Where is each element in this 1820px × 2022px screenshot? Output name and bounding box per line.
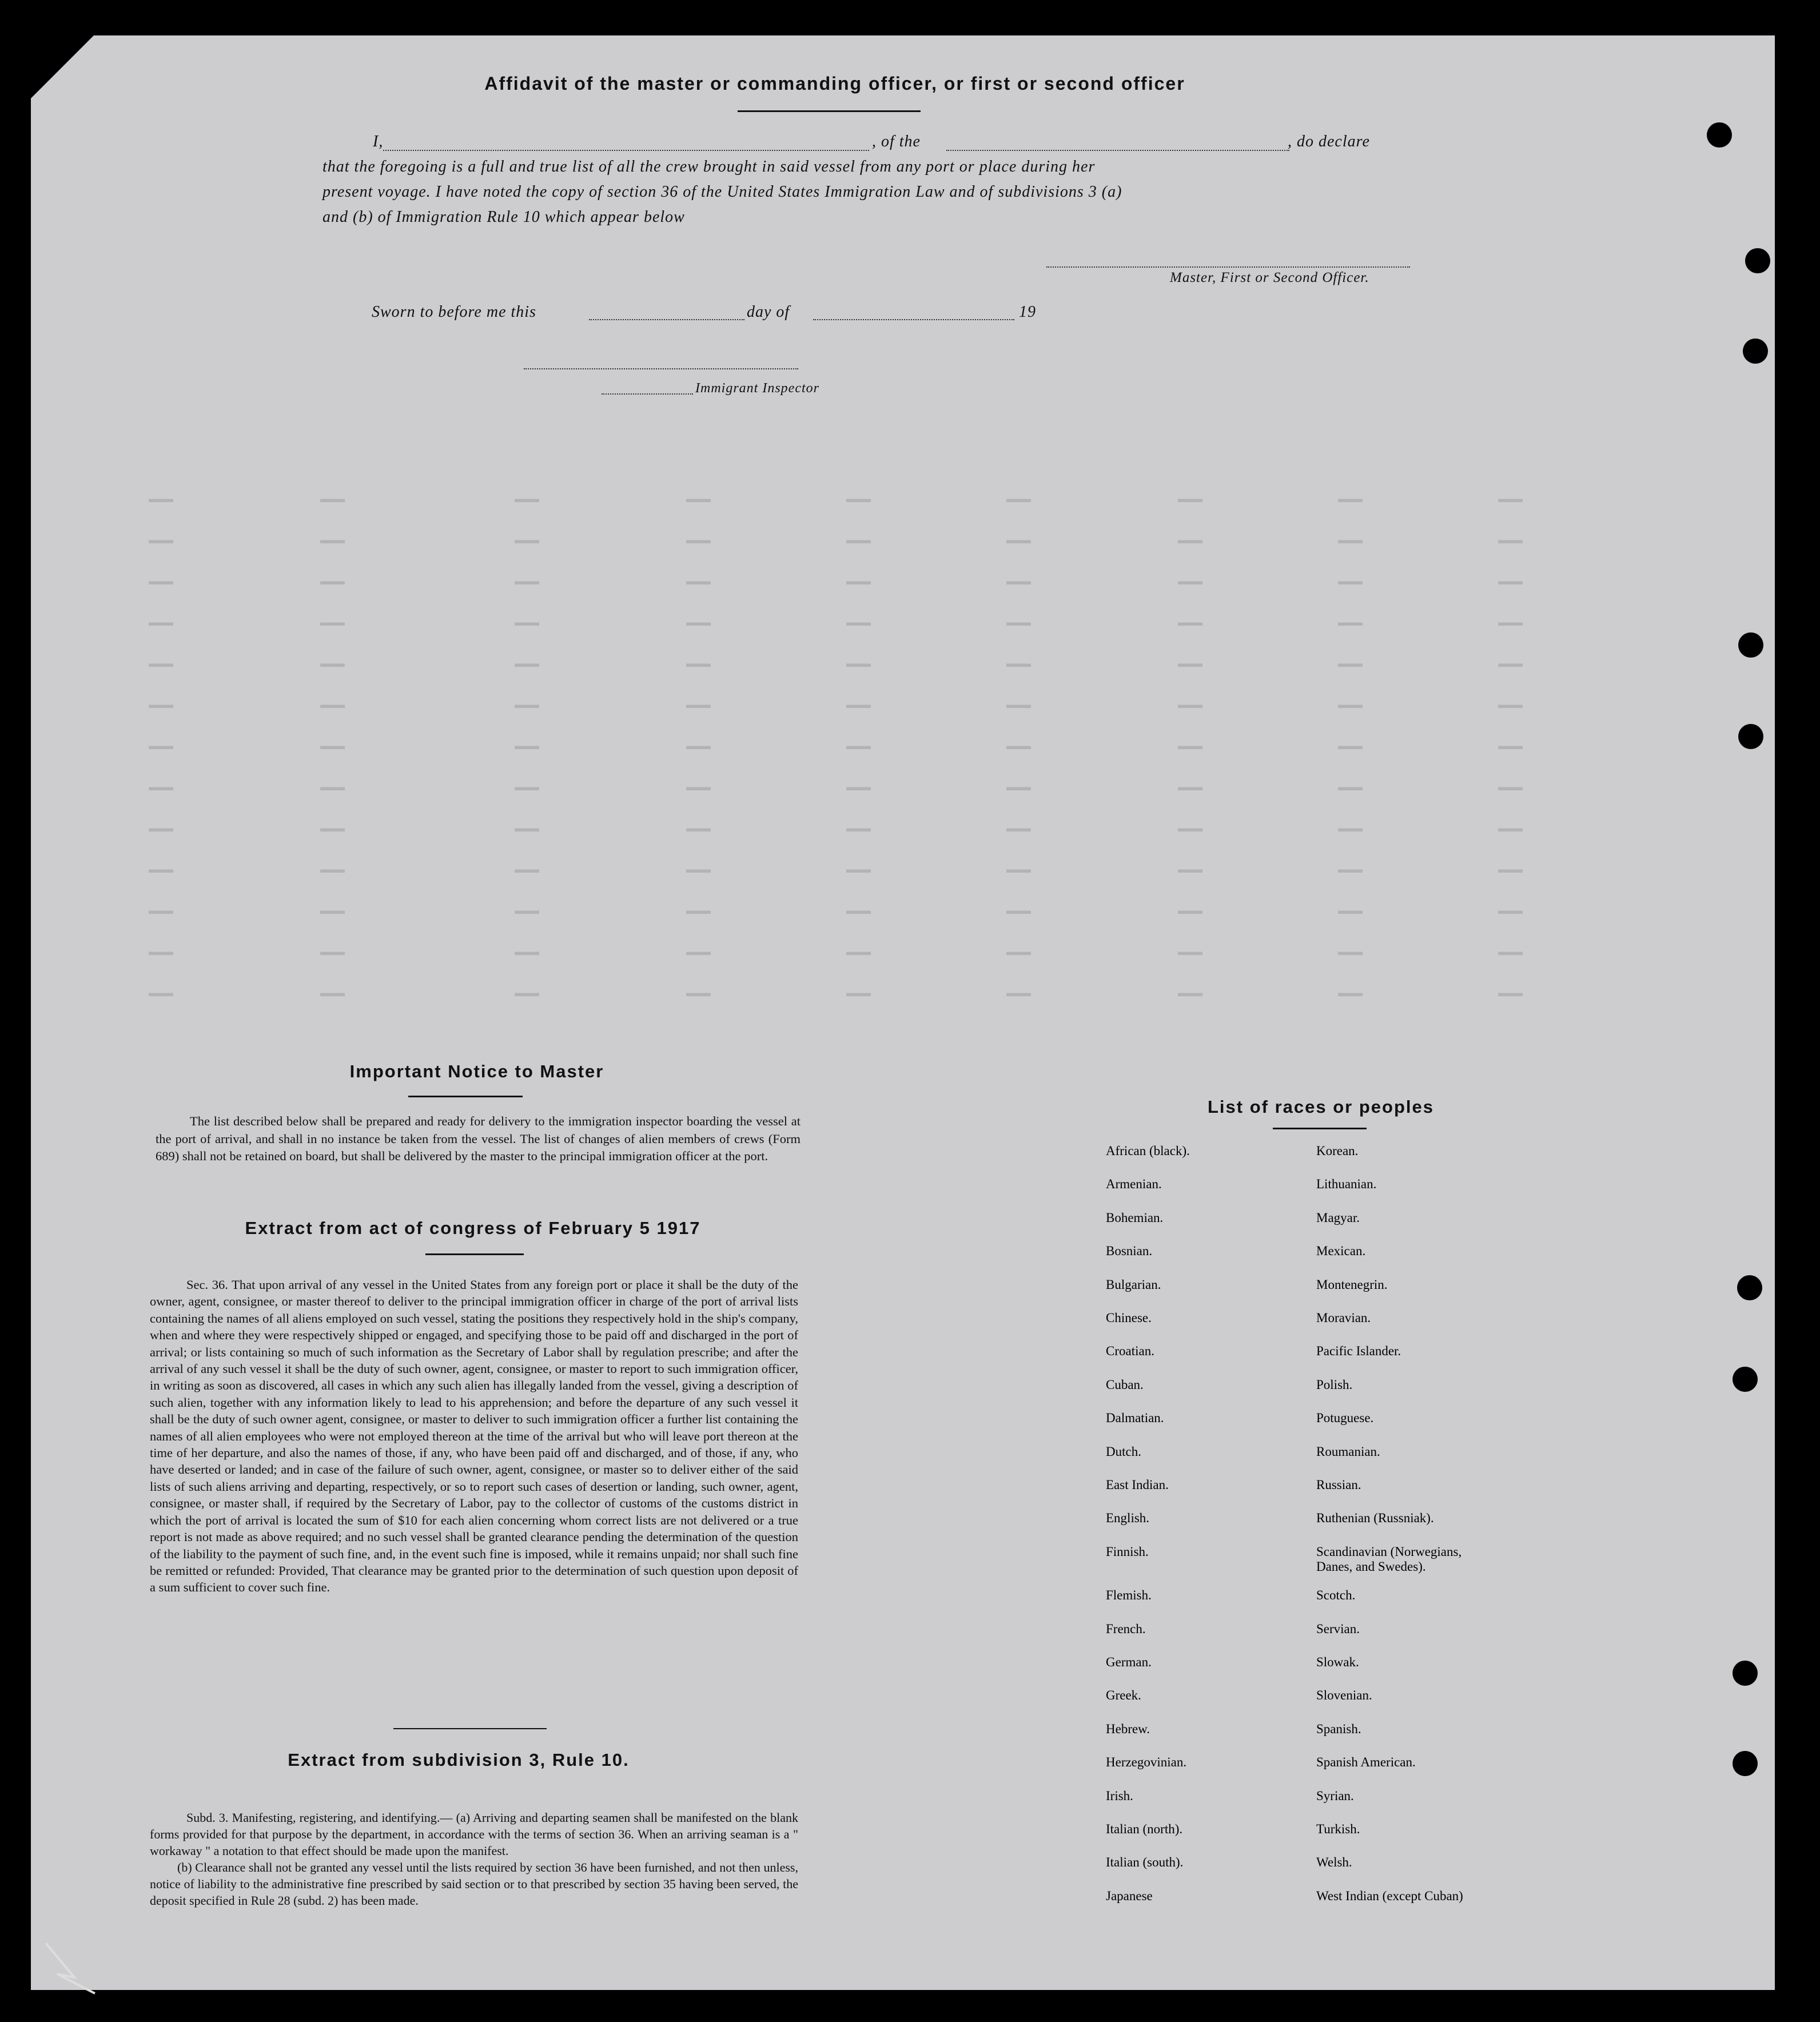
- ghost-mark: ▬▬▬: [149, 533, 174, 548]
- ghost-mark: ▬▬▬: [1498, 739, 1523, 754]
- race-item: Pacific Islander.: [1316, 1344, 1401, 1359]
- ghost-mark: ▬▬▬: [686, 533, 711, 548]
- sworn-month-blank: [813, 319, 1014, 320]
- ghost-mark: ▬▬▬: [1006, 533, 1032, 548]
- race-item: German.: [1106, 1655, 1152, 1669]
- vessel-blank: [946, 150, 1289, 151]
- race-item: Russian.: [1316, 1478, 1361, 1492]
- race-item: French.: [1106, 1621, 1146, 1636]
- ghost-mark: ▬▬▬: [686, 492, 711, 507]
- ghost-mark: ▬▬▬: [149, 780, 174, 795]
- ghost-mark: ▬▬▬: [1006, 739, 1032, 754]
- ghost-mark: ▬▬▬: [1178, 986, 1203, 1001]
- ghost-mark: ▬▬▬: [1006, 698, 1032, 713]
- year-text: 19: [1019, 303, 1036, 321]
- ghost-mark: ▬▬▬: [1498, 656, 1523, 672]
- ghost-mark: ▬▬▬: [515, 821, 540, 837]
- ghost-mark: ▬▬▬: [149, 656, 174, 672]
- ghost-mark: ▬▬▬: [149, 615, 174, 631]
- ghost-mark: ▬▬▬: [1498, 945, 1523, 960]
- notice-title: Important Notice to Master: [349, 1061, 604, 1081]
- ghost-mark: ▬▬▬: [1006, 574, 1032, 590]
- ghost-mark: ▬▬▬: [149, 698, 174, 713]
- race-item: Chinese.: [1106, 1311, 1152, 1325]
- ghost-mark: ▬▬▬: [1498, 986, 1523, 1001]
- ghost-mark: ▬▬▬: [1338, 862, 1363, 878]
- punch-hole: [1733, 1367, 1758, 1392]
- race-item: Dalmatian.: [1106, 1411, 1164, 1426]
- day-of-text: day of: [747, 303, 790, 321]
- ghost-mark: ▬▬▬: [1178, 615, 1203, 631]
- ghost-mark: ▬▬▬: [846, 615, 871, 631]
- ghost-mark: ▬▬▬: [686, 698, 711, 713]
- ghost-mark: ▬▬▬: [1498, 862, 1523, 878]
- inspector-line-lower: [602, 393, 693, 395]
- race-item: English.: [1106, 1511, 1150, 1526]
- race-item: East Indian.: [1106, 1478, 1169, 1492]
- ghost-mark: ▬▬▬: [320, 656, 345, 672]
- ghost-mark: ▬▬▬: [320, 698, 345, 713]
- ghost-mark: ▬▬▬: [320, 945, 345, 960]
- act-text: Sec. 36. That upon arrival of any vessel in the United States from any foreign port or place it shall be the duty of the owner, agent, consignee, or master thereof to deliver to the principal immigration officer in charge of the port of arrival lists containing the names of all aliens employed on such vessel, stating the positions they respectively hold in the ship's company, when and where they were respectively shipped or engaged, and specifying those to be paid off and discharged in the port of arrival; or lists containing so much of such information as the Secretary of Labor shall by regulation prescribe; and after the arrival of any such vessel it shall be the duty of such owner, agent, consignee, or master to report to such immigration officer, in writing as soon as discovered, all cases in which any such alien has illegally landed from the vessel, giving a description of such alien, together with any information likely to lead to his apprehension; and before the departure of any such vessel it shall be the duty of such owner agent, consignee, or master to deliver to such immigration officer a further list containing the names of all alien employees who were not employed thereon at the time of the arrival but who will leave port thereon at the time of her departure, and also the names of those, if any, who have been paid off and discharged, and of those, if any, who have deserted or landed; and in case of the failure of such owner, agent, consignee, or master so to deliver either of the said lists of such aliens arriving and departing, respectively, or so to report such cases of desertion or landing, such owner, agent, consignee, or master shall, if required by the Secretary of Labor, pay to the collector of customs of the customs district in which the port of arrival is located the sum of $10 for each alien concerning whom correct lists are not delivered or a true report is not made as above required; and no such vessel shall be granted clearance pending the determination of the question of the liability to the payment of such fine, and, in the event such fine is imposed, while it remains unpaid; nor shall such fine be remitted or refunded: Provided, That clearance may be granted prior to the determination of such question upon deposit of a sum sufficient to cover such fine.: [150, 1277, 798, 1595]
- ghost-mark: ▬▬▬: [1006, 615, 1032, 631]
- ghost-mark: ▬▬▬: [320, 821, 345, 837]
- punch-hole: [1745, 248, 1770, 273]
- document-page: [31, 35, 1775, 1990]
- ghost-mark: ▬▬▬: [846, 574, 871, 590]
- ghost-mark: ▬▬▬: [1498, 533, 1523, 548]
- master-caption: Master, First or Second Officer.: [1170, 270, 1369, 285]
- ghost-mark: ▬▬▬: [846, 656, 871, 672]
- race-item: Greek.: [1106, 1688, 1141, 1703]
- master-signature-line: [1046, 266, 1410, 268]
- ghost-mark: ▬▬▬: [149, 903, 174, 919]
- affidavit-line1-of-the: , of the: [872, 133, 921, 150]
- race-item: Magyar.: [1316, 1210, 1360, 1225]
- race-item: Bohemian.: [1106, 1210, 1164, 1225]
- ghost-mark: ▬▬▬: [1338, 780, 1363, 795]
- ghost-mark: ▬▬▬: [320, 492, 345, 507]
- punch-hole: [1733, 1751, 1758, 1776]
- ghost-mark: ▬▬▬: [1498, 780, 1523, 795]
- affidavit-line1-i: I,: [373, 133, 384, 150]
- ghost-mark: ▬▬▬: [515, 986, 540, 1001]
- ghost-mark: ▬▬▬: [1338, 574, 1363, 590]
- rule-title: Extract from subdivision 3, Rule 10.: [288, 1750, 630, 1770]
- race-item: Slowak.: [1316, 1655, 1359, 1669]
- ghost-mark: ▬▬▬: [320, 986, 345, 1001]
- affidavit-line3: present voyage. I have noted the copy of section 36 of the United States Immigration Law and of subdivisions 3 (a): [322, 183, 1122, 201]
- ghost-mark: ▬▬▬: [515, 615, 540, 631]
- ghost-mark: ▬▬▬: [1338, 986, 1363, 1001]
- ghost-mark: ▬▬▬: [686, 945, 711, 960]
- race-item: Japanese: [1106, 1888, 1153, 1903]
- ghost-mark: ▬▬▬: [320, 533, 345, 548]
- ghost-mark: ▬▬▬: [1338, 945, 1363, 960]
- ghost-mark: ▬▬▬: [1498, 821, 1523, 837]
- ghost-mark: ▬▬▬: [320, 574, 345, 590]
- ghost-mark: ▬▬▬: [846, 739, 871, 754]
- ghost-mark: ▬▬▬: [149, 574, 174, 590]
- ghost-mark: ▬▬▬: [846, 821, 871, 837]
- race-item: Korean.: [1316, 1144, 1359, 1158]
- ghost-mark: ▬▬▬: [149, 821, 174, 837]
- ghost-mark: ▬▬▬: [515, 533, 540, 548]
- sworn-day-blank: [589, 319, 744, 320]
- affidavit-line4: and (b) of Immigration Rule 10 which appear below: [322, 208, 685, 226]
- race-item: West Indian (except Cuban): [1316, 1888, 1463, 1903]
- ghost-mark: ▬▬▬: [686, 574, 711, 590]
- ghost-mark: ▬▬▬: [1006, 780, 1032, 795]
- ghost-mark: ▬▬▬: [846, 903, 871, 919]
- ghost-mark: ▬▬▬: [515, 945, 540, 960]
- affidavit-title: Affidavit of the master or commanding officer, or first or second officer: [484, 73, 1185, 94]
- ghost-mark: ▬▬▬: [1338, 533, 1363, 548]
- inspector-caption: Immigrant Inspector: [695, 381, 819, 396]
- ghost-mark: ▬▬▬: [1006, 492, 1032, 507]
- sworn-text: Sworn to before me this: [372, 303, 536, 321]
- ghost-mark: ▬▬▬: [1178, 574, 1203, 590]
- ghost-mark: ▬▬▬: [686, 986, 711, 1001]
- ghost-mark: ▬▬▬: [1006, 656, 1032, 672]
- act-end-rule: [393, 1728, 547, 1729]
- race-item: Herzegovinian.: [1106, 1755, 1187, 1770]
- ghost-mark: ▬▬▬: [1178, 492, 1203, 507]
- ghost-mark: ▬▬▬: [515, 903, 540, 919]
- race-item: Mexican.: [1316, 1244, 1366, 1259]
- affidavit-line2: that the foregoing is a full and true list of all the crew brought in said vessel from any port or place during her: [322, 158, 1096, 176]
- race-item: Finnish.: [1106, 1544, 1149, 1559]
- rule-para-b: (b) Clearance shall not be granted any vessel until the lists required by section 36 have been furnished, and not then unless, notice of liability to the administrative fine prescribed by said section or to that prescribed by section 35 having been served, the deposit specified in Rule 28 (subd. 2) has been made.: [150, 1860, 798, 1908]
- ghost-mark: ▬▬▬: [1006, 821, 1032, 837]
- ghost-mark: ▬▬▬: [1498, 492, 1523, 507]
- act-title: Extract from act of congress of February 5 1917: [245, 1218, 701, 1238]
- ghost-mark: ▬▬▬: [686, 903, 711, 919]
- race-item: Spanish.: [1316, 1721, 1361, 1736]
- ghost-mark: ▬▬▬: [686, 862, 711, 878]
- ghost-mark: ▬▬▬: [320, 862, 345, 878]
- ghost-mark: ▬▬▬: [149, 945, 174, 960]
- race-item: Scotch.: [1316, 1588, 1356, 1603]
- ghost-mark: ▬▬▬: [846, 862, 871, 878]
- race-item: Welsh.: [1316, 1855, 1352, 1870]
- ghost-mark: ▬▬▬: [515, 656, 540, 672]
- affidavit-line1-declare: , do declare: [1288, 133, 1370, 150]
- punch-hole: [1733, 1661, 1758, 1686]
- name-blank: [383, 150, 869, 151]
- ghost-mark: ▬▬▬: [846, 986, 871, 1001]
- race-item: Bulgarian.: [1106, 1277, 1161, 1292]
- ghost-mark: ▬▬▬: [149, 739, 174, 754]
- ghost-mark: ▬▬▬: [1338, 903, 1363, 919]
- rule-text: [150, 1809, 798, 1909]
- race-item: Scandinavian (Norwegians, Danes, and Swedes).: [1316, 1544, 1462, 1574]
- race-item: Cuban.: [1106, 1377, 1144, 1392]
- race-item: Montenegrin.: [1316, 1277, 1388, 1292]
- ghost-mark: ▬▬▬: [320, 739, 345, 754]
- ghost-mark: ▬▬▬: [515, 862, 540, 878]
- ghost-mark: ▬▬▬: [1006, 903, 1032, 919]
- ghost-mark: ▬▬▬: [1498, 615, 1523, 631]
- race-item: Hebrew.: [1106, 1721, 1150, 1736]
- race-item: Flemish.: [1106, 1588, 1152, 1603]
- ghost-mark: ▬▬▬: [1338, 698, 1363, 713]
- ghost-mark: ▬▬▬: [846, 492, 871, 507]
- ghost-mark: ▬▬▬: [1006, 862, 1032, 878]
- ghost-mark: ▬▬▬: [1498, 574, 1523, 590]
- punch-hole: [1738, 632, 1763, 658]
- ghost-mark: ▬▬▬: [1178, 739, 1203, 754]
- race-item: Syrian.: [1316, 1788, 1354, 1803]
- race-item: Potuguese.: [1316, 1411, 1374, 1426]
- ghost-mark: ▬▬▬: [1178, 945, 1203, 960]
- ghost-mark: ▬▬▬: [149, 862, 174, 878]
- race-item: Italian (north).: [1106, 1822, 1183, 1836]
- pencil-mark-icon: [40, 1937, 103, 2000]
- punch-hole: [1738, 724, 1763, 749]
- ghost-mark: ▬▬▬: [1178, 903, 1203, 919]
- punch-hole: [1737, 1275, 1762, 1300]
- races-title: List of races or peoples: [1208, 1097, 1434, 1117]
- ghost-mark: ▬▬▬: [320, 780, 345, 795]
- rule-para-a: Subd. 3. Manifesting, registering, and identifying.— (a) Arriving and departing seamen shall be manifested on the blank forms provided for that purpose by the department, in accordance with the terms of section 36. When an arriving seaman is a " workaway " a notation to that effect should be made upon the manifest.: [150, 1810, 798, 1858]
- ghost-mark: ▬▬▬: [686, 821, 711, 837]
- ghost-mark: ▬▬▬: [1178, 698, 1203, 713]
- ghost-mark: ▬▬▬: [149, 492, 174, 507]
- ghost-mark: ▬▬▬: [1178, 533, 1203, 548]
- act-underline: [425, 1253, 524, 1255]
- ghost-mark: ▬▬▬: [1338, 492, 1363, 507]
- notice-underline: [408, 1096, 523, 1097]
- race-item: Servian.: [1316, 1621, 1360, 1636]
- punch-hole: [1707, 122, 1732, 148]
- ghost-mark: ▬▬▬: [1178, 656, 1203, 672]
- ghost-mark: ▬▬▬: [686, 739, 711, 754]
- ghost-mark: ▬▬▬: [846, 780, 871, 795]
- ghost-mark: ▬▬▬: [1338, 615, 1363, 631]
- ghost-mark: ▬▬▬: [686, 780, 711, 795]
- race-item: Italian (south).: [1106, 1855, 1184, 1870]
- inspector-line-upper: [524, 368, 798, 369]
- race-item: Lithuanian.: [1316, 1177, 1377, 1192]
- race-item: Ruthenian (Russniak).: [1316, 1511, 1434, 1526]
- race-item: Slovenian.: [1316, 1688, 1372, 1703]
- notice-text: The list described below shall be prepared and ready for delivery to the immigration inspector boarding the vessel at the port of arrival, and shall in no instance be taken from the vessel. The list of changes of alien members of crews (Form 689) shall not be retained on board, but shall be delivered by the master to the principal immigration officer at the port.: [156, 1114, 801, 1163]
- ghost-mark: ▬▬▬: [515, 780, 540, 795]
- ghost-mark: ▬▬▬: [1498, 698, 1523, 713]
- race-item: Turkish.: [1316, 1822, 1360, 1836]
- ghost-mark: ▬▬▬: [846, 945, 871, 960]
- race-item: Polish.: [1316, 1377, 1353, 1392]
- ghost-mark: ▬▬▬: [1178, 780, 1203, 795]
- ghost-mark: ▬▬▬: [1338, 821, 1363, 837]
- race-item: Armenian.: [1106, 1177, 1162, 1192]
- ghost-mark: ▬▬▬: [515, 739, 540, 754]
- title-underline: [738, 110, 921, 112]
- ghost-mark: ▬▬▬: [1006, 986, 1032, 1001]
- ghost-mark: ▬▬▬: [1338, 656, 1363, 672]
- ghost-mark: ▬▬▬: [515, 574, 540, 590]
- race-item: African (black).: [1106, 1144, 1190, 1158]
- punch-hole: [1743, 339, 1768, 364]
- ghost-mark: ▬▬▬: [686, 615, 711, 631]
- ghost-mark: ▬▬▬: [1006, 945, 1032, 960]
- race-item: Croatian.: [1106, 1344, 1154, 1359]
- ghost-mark: ▬▬▬: [1338, 739, 1363, 754]
- race-item: Moravian.: [1316, 1311, 1371, 1325]
- ghost-mark: ▬▬▬: [846, 698, 871, 713]
- ghost-mark: ▬▬▬: [515, 492, 540, 507]
- ghost-mark: ▬▬▬: [149, 986, 174, 1001]
- race-item: Bosnian.: [1106, 1244, 1153, 1259]
- race-item: Spanish American.: [1316, 1755, 1416, 1770]
- ghost-mark: ▬▬▬: [846, 533, 871, 548]
- ghost-mark: ▬▬▬: [320, 903, 345, 919]
- race-item: Dutch.: [1106, 1444, 1141, 1459]
- ghost-mark: ▬▬▬: [320, 615, 345, 631]
- race-item: Irish.: [1106, 1788, 1133, 1803]
- ghost-mark: ▬▬▬: [686, 656, 711, 672]
- races-underline: [1273, 1128, 1367, 1129]
- ghost-mark: ▬▬▬: [1178, 862, 1203, 878]
- ghost-mark: ▬▬▬: [515, 698, 540, 713]
- ghost-mark: ▬▬▬: [1178, 821, 1203, 837]
- ghost-mark: ▬▬▬: [1498, 903, 1523, 919]
- race-item: Roumanian.: [1316, 1444, 1380, 1459]
